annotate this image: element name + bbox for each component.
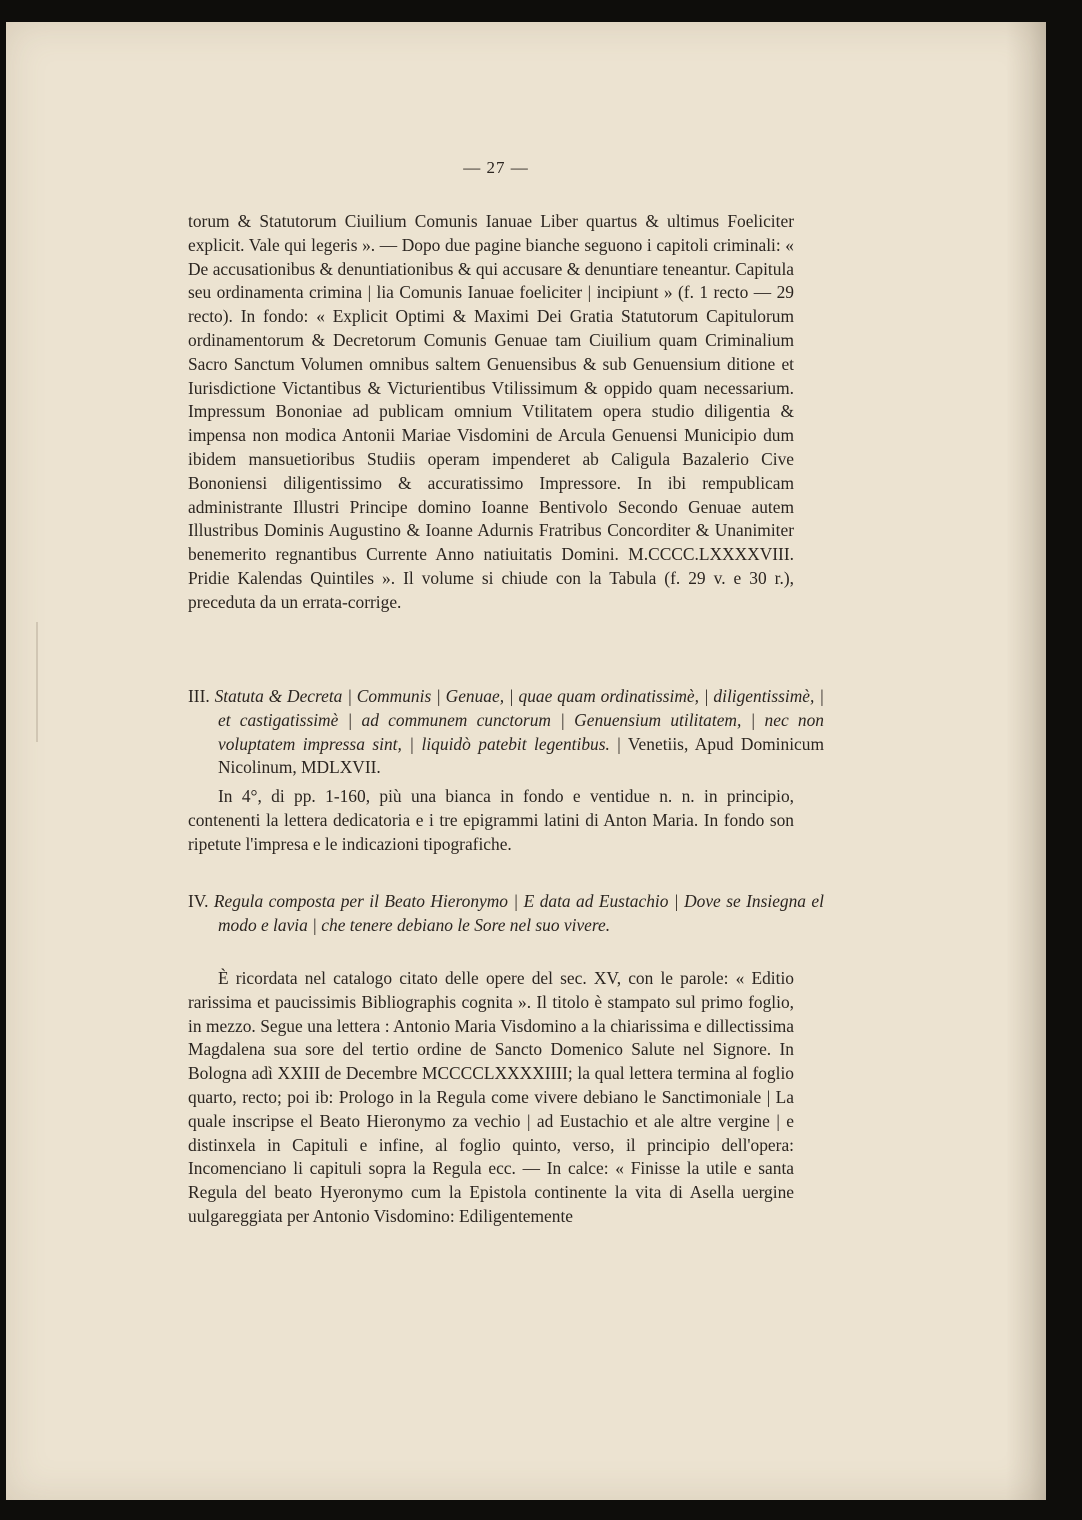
paragraph-description-iii: In 4°, di pp. 1-160, più una bianca in fondo e ventidue n. n. in principio, contenenti la lettera dedicatoria e i tre epigrammi latini di Anton Maria. In fondo son ripetute l'impresa e le indicazioni tipografiche. (188, 786, 794, 854)
page-number: — 27 — (463, 158, 529, 177)
entry-iv (188, 890, 824, 938)
entry-iii-number: III. (188, 686, 210, 706)
entry-iv-number: IV. (188, 891, 209, 911)
entry-iv-title: Regula composta per il Beato Hieronymo | E data ad Eustachio | Dove se Insiegna el modo e lavia | che tenere debiano le Sore nel suo vivere. (213, 891, 824, 935)
paragraph-colophon: torum & Statutorum Ciuilium Comunis Ianuae Liber quartus & ultimus Foeliciter explicit. Vale qui legeris ». — Dopo due pagine bianche seguono i capitoli criminali: « De accusationibus & denuntiationibus & qui accusare & denuntiare teneantur. Capitula seu ordinamenta crimina | lia Comunis Ianuae foeliciter | incipiunt » (f. 1 recto — 29 recto). In fondo: « Explicit Optimi & Maximi Dei Gratia Statutorum Capitulorum ordinamentorum & Decretorum Comunis Genuae tam Ciuilium quam Criminalium Sacro Sanctum Volumen omnibus saltem Genuensibus & sub Genuensium ditione et Iurisdictione Victantibus & Victurientibus Vtilissimum & oppido quam necessarium. Impressum Bononiae ad publicam omnium Vtilitatem opera studio diligentia & impensa non modica Antonii Mariae Visdomini de Arcula Genuensi Municipio dum ibidem mansuetioribus Studiis operam impenderet ab Caligula Bazalerio Cive Bononiensi diligentissimo & accuratissimo Impressore. In ibi rempublicam administrante Illustri Principe domino Ioanne Bentivolo Secondo Genuae autem Illustribus Dominis Augustino & Ioanne Adurnis Fratribus Concorditer & Unanimiter benemerito regnantibus Currente Anno natiuitatis Domini. M.CCCC.LXXXXVIII. Pridie Kalendas Quintiles ». Il volume si chiude con la Tabula (f. 29 v. e 30 r.), preceduta da un errata-corrige. (188, 211, 794, 612)
page-crease (36, 622, 38, 742)
page-edge-shadow (1006, 22, 1046, 1500)
paragraph-description-iv: È ricordata nel catalogo citato delle opere del sec. XV, con le parole: « Editio rarissima et paucissimis Bibliographis cognita ». Il titolo è stampato sul primo foglio, in mezzo. Segue una lettera : Antonio Maria Visdomino a la chiarissima e dillectissima Magdalena sua sore del tertio ordine de Sancto Domenico Salute nel Signore. In Bologna adì XXIII de Decembre MCCCCLXXXXIIII; la qual lettera termina al foglio quarto, recto; poi ib: Prologo in la Regula come vivere debiano le Sanctimoniale | La quale inscripse el Beato Hieronymo za vechio | ad Eustachio et ale altre vergine | e distinxela in Capituli e infine, al foglio quinto, verso, il principio dell'opera: Incomenciano li capituli sopra la Regula ecc. — In calce: « Finisse la utile e santa Regula del beato Hyeronymo cum la Epistola continente la vita di Asella uergine uulgareggiata per Antonio Visdomino: Ediligentemente (188, 968, 794, 1226)
entry-iii-imprint: | Venetiis, Apud Dominicum Nicolinum, MDLXVII. (218, 733, 824, 778)
entry-iii-title: Statuta & Decreta | Communis | Genuae, | quae quam ordinatissimè, | diligentissimè, | et castigatissimè | ad communem cunctorum | Genuensium utilitatem, | nec non voluptatem impressa sint, | liquidò patebit legentibus. (214, 686, 824, 754)
entry-iii (188, 685, 824, 780)
